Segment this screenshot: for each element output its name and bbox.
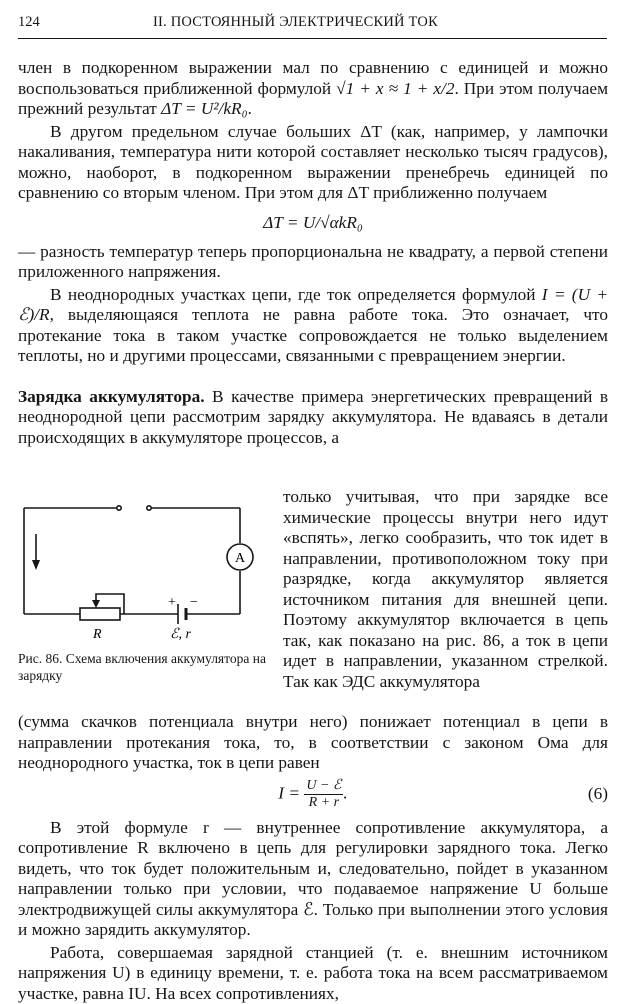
wrapped-text [283,487,608,692]
section-charging: Зарядка аккумулятора. В качестве примера энергетических превращений в неоднородной цепи рассмотрим зарядку аккумулятора. Не вдаваясь в детали происходящих в аккумуляторе процессов, а [18,387,608,449]
equation-numerator: U − ℰ [304,778,343,795]
current-arrow-icon [32,560,40,570]
paragraph-5: В этой формуле r — внутреннее сопротивление аккумулятора, а сопротивление R включено в цепь для регулировки зарядного тока. Легко видеть, что ток будет положительным и, следовательно, пойдет в указанном направлении только при условии, что подаваемое напряжение U больше электродвижущей силы аккумулятора ℰ. Только при выполнении этого условия и можно зарядить аккумулятор. [18,818,608,941]
paragraph-6: Работа, совершаемая зарядной станцией (т. е. внешним источником напряжения U) в единицу времени, т. е. работа тока на всем рассматриваемом участке, равна IU. На всех сопротивлениях, [18,943,608,1004]
ohm-law-formula: I = (U + ℰ)/R [18,285,608,325]
body-bottom [18,712,608,1004]
plus-label: + [168,595,176,610]
equation-denominator: R + r [304,795,343,811]
page-number: 124 [18,14,40,31]
paragraph-2: В другом предельном случае больших ΔT (как, например, у лампочки накаливания, температура нити которой составляет несколько тысяч градусов), можно, наоборот, в подкоренном выражении пренебречь единицей по сравнению со вторым членом. При этом для ΔT приближенно получаем [18,122,608,204]
running-header [18,8,607,39]
resistor-label: R [92,627,102,642]
paragraph-after-figure: (сумма скачков потенциала внутри него) понижает потенциал в цепи в направлении протекания тока, то, в соответствии с законом Ома для неоднородного участка, ток в цепи равен [18,712,608,774]
body-top [18,58,608,448]
minus-label: − [190,595,198,610]
equation-number: (6) [588,784,608,805]
wrap-paragraph: только учитывая, что при зарядке все химические процессы внутри него идут «вспять», легко сообразить, что ток идет в направлении, противоположном току при разрядке, когда аккумулятор является источником питания для внешней цепи. Поэтому аккумулятор включается в цепь так, как показано на рис. 86, а ток в цепи идет в направлении, указанном стрелкой. Так как ЭДС аккумулятора [283,487,608,692]
equation-lhs: I = [278,783,300,802]
figure-caption: Рис. 86. Схема включения аккумулятора на зарядку [18,650,278,684]
section-title: Зарядка аккумулятора. [18,387,205,406]
circuit-diagram [18,494,276,644]
ammeter-label: A [235,551,246,566]
paragraph-1: член в подкоренном выражении мал по сравнению с единицей и можно воспользоваться приближенной формулой √1 + x ≈ 1 + x/2. При этом получаем прежний результат ΔT = U²/kR₀. [18,58,608,120]
paragraph-4: В неоднородных участках цепи, где ток определяется формулой I = (U + ℰ)/R, выделяющаяся теплота не равна работе тока. Это означает, что протекание тока в таком участке сопровождается не только выделением теплоты, но и другими процессами, связанными с превращением энергии. [18,285,608,367]
running-head-title: II. ПОСТОЯННЫЙ ЭЛЕКТРИЧЕСКИЙ ТОК [153,14,438,31]
paragraph-3: — разность температур теперь пропорциональна не квадрату, а первой степени приложенного напряжения. [18,242,608,283]
figure-86 [18,494,276,684]
delta-t-result: ΔT = U²/kR₀ [161,99,247,118]
formula-delta-t: ΔT = U/√αkR₀ [18,210,608,236]
equation-6: I = $\frac{\text{U − ℰ}}{R + r}$ . (6) [18,774,608,810]
rheostat-slider-icon [92,600,100,608]
sqrt-approx-formula: √1 + x ≈ 1 + x/2 [336,79,454,98]
equation-fraction [304,778,343,811]
source-label: ℰ, r [170,627,191,642]
